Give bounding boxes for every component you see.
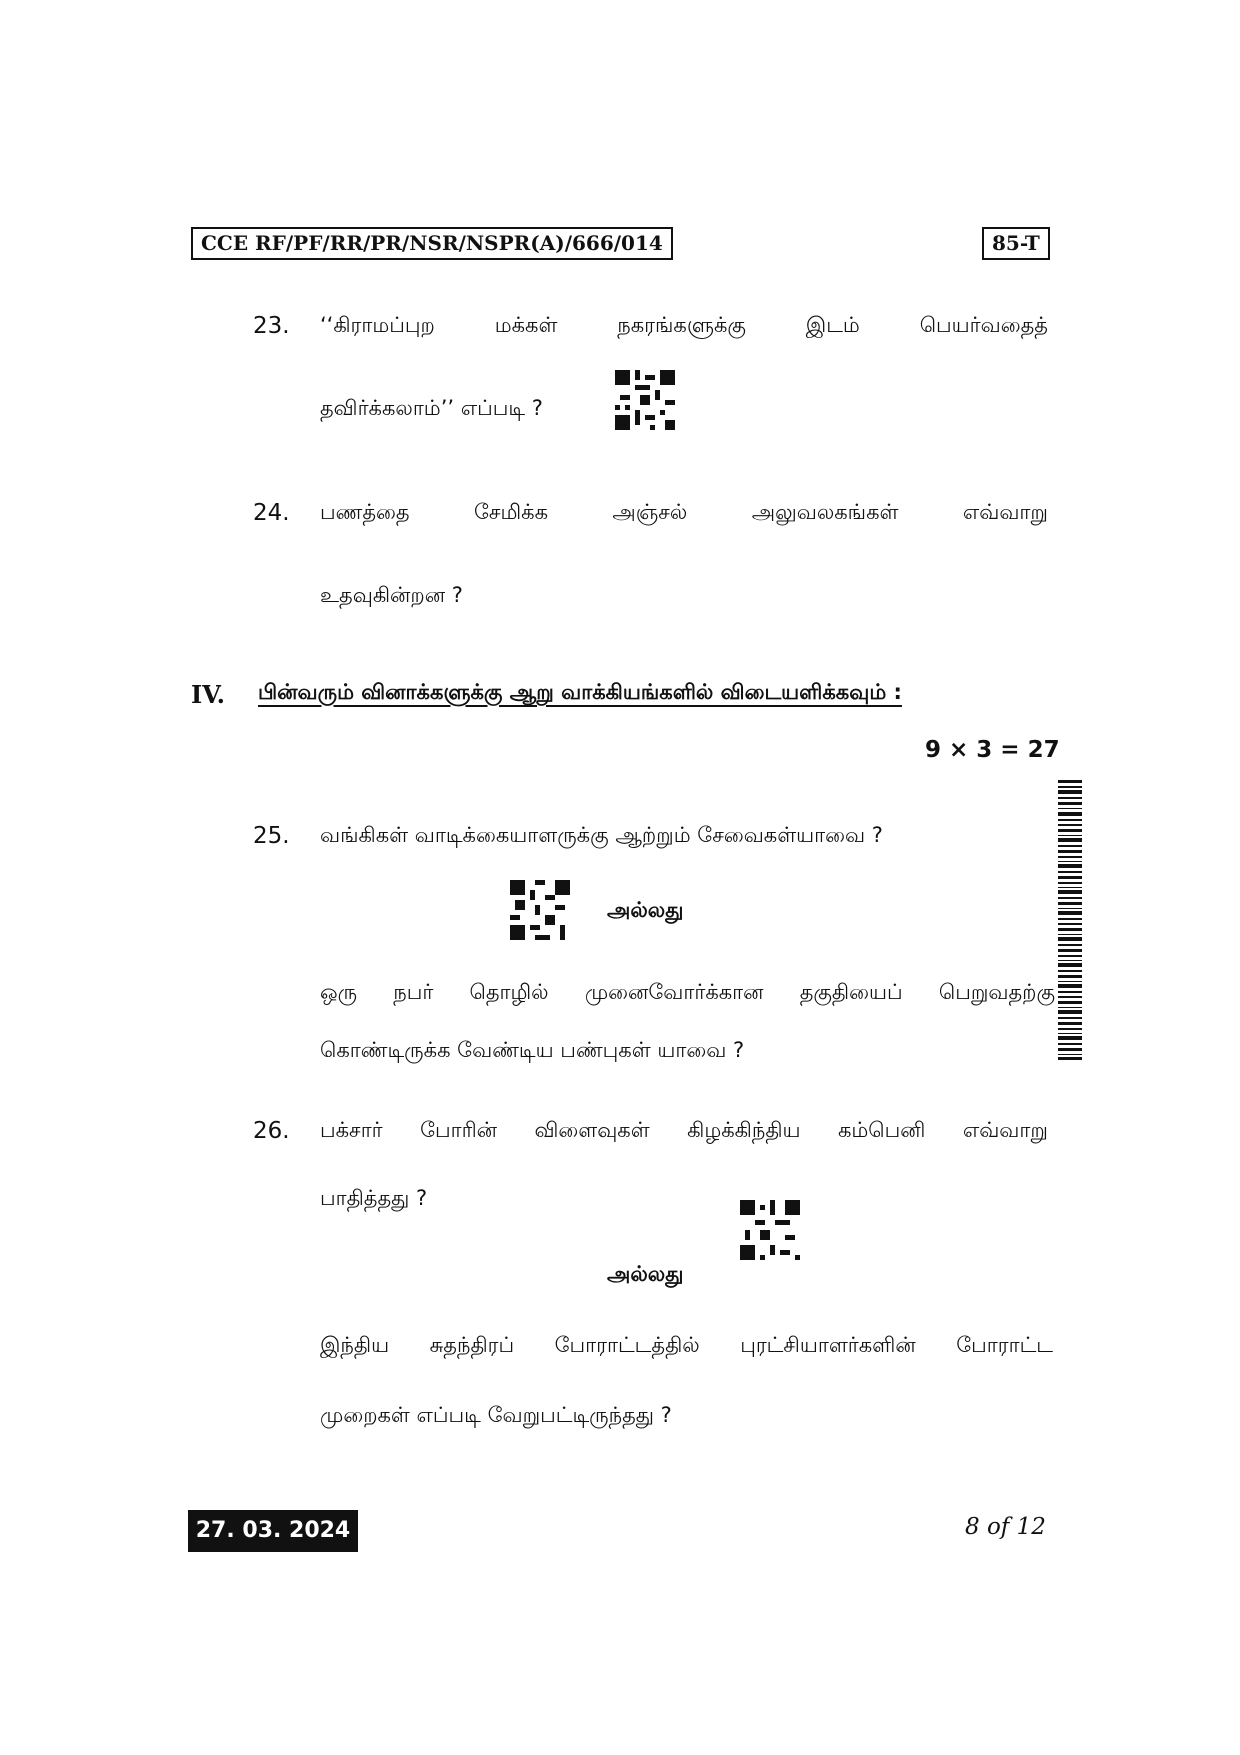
question-23-number: 23. (253, 313, 290, 339)
exam-date: 27. 03. 2024 (188, 1510, 358, 1552)
word: போராட்ட (956, 1333, 1053, 1357)
question-25-number: 25. (253, 823, 290, 849)
question-25-line1: வங்கிகள் வாடிக்கையாளருக்கு ஆற்றும் சேவைகள்யாவை ? (320, 823, 883, 847)
question-24-line1 (320, 500, 1048, 527)
word: முனைவோர்க்கான (584, 980, 764, 1004)
word: இந்திய (320, 1333, 390, 1357)
word: கிழக்கிந்திய (687, 1118, 801, 1142)
section-number: IV. (191, 680, 226, 709)
question-26-line2: பாதித்தது ? (320, 1186, 428, 1210)
word: எவ்வாறு (962, 1118, 1048, 1142)
question-25-alt-line2: கொண்டிருக்க வேண்டிய பண்புகள் யாவை ? (320, 1038, 745, 1062)
or-label: அல்லது (607, 898, 684, 922)
page-number: 8 of 12 (965, 1514, 1046, 1540)
word: நகரங்களுக்கு (617, 313, 746, 337)
word: அலுவலகங்கள் (751, 500, 899, 524)
qr-code-icon (615, 370, 675, 430)
word: தொழில் (469, 980, 549, 1004)
question-26-alt-line1 (320, 1333, 1053, 1360)
qr-code-icon (740, 1200, 800, 1260)
question-25-alt-line1 (320, 980, 1055, 1007)
word: கம்பெனி (837, 1118, 926, 1142)
question-23-line2: தவிர்க்கலாம்’’ எப்படி ? (320, 396, 543, 420)
word: போராட்டத்தில் (554, 1333, 700, 1357)
word: பெயர்வதைத் (919, 313, 1048, 337)
section-marks: 9 × 3 = 27 (925, 737, 1060, 763)
barcode-icon (1058, 780, 1082, 1060)
subject-code-box: 85-T (982, 227, 1050, 260)
question-26-line1 (320, 1118, 1048, 1145)
qr-code-icon (510, 880, 570, 940)
word: எவ்வாறு (962, 500, 1048, 524)
word: போரின் (420, 1118, 498, 1142)
word: நபர் (393, 980, 434, 1004)
section-title: பின்வரும் வினாக்களுக்கு ஆறு வாக்கியங்களில் விடையளிக்கவும் : (258, 680, 902, 704)
word: தகுதியைப் (799, 980, 903, 1004)
word: பணத்தை (320, 500, 410, 524)
word: சேமிக்க (473, 500, 549, 524)
question-26-alt-line2: முறைகள் எப்படி வேறுபட்டிருந்தது ? (320, 1403, 672, 1427)
question-26-number: 26. (253, 1118, 290, 1144)
word: மக்கள் (494, 313, 558, 337)
question-23-line1 (320, 313, 1048, 340)
word: ‘‘கிராமப்புற (320, 313, 435, 337)
word: விளைவுகள் (534, 1118, 650, 1142)
question-24-line2: உதவுகின்றன ? (320, 583, 463, 607)
word: பெறுவதற்கு (938, 980, 1055, 1004)
word: சுதந்திரப் (429, 1333, 515, 1357)
word: புரட்சியாளர்களின் (740, 1333, 916, 1357)
word: இடம் (805, 313, 860, 337)
word: பக்சார் (320, 1118, 383, 1142)
exam-code-box: CCE RF/PF/RR/PR/NSR/NSPR(A)/666/014 (191, 227, 673, 260)
word: ஒரு (320, 980, 358, 1004)
or-label: அல்லது (607, 1262, 684, 1286)
word: அஞ்சல் (612, 500, 688, 524)
question-24-number: 24. (253, 500, 290, 526)
